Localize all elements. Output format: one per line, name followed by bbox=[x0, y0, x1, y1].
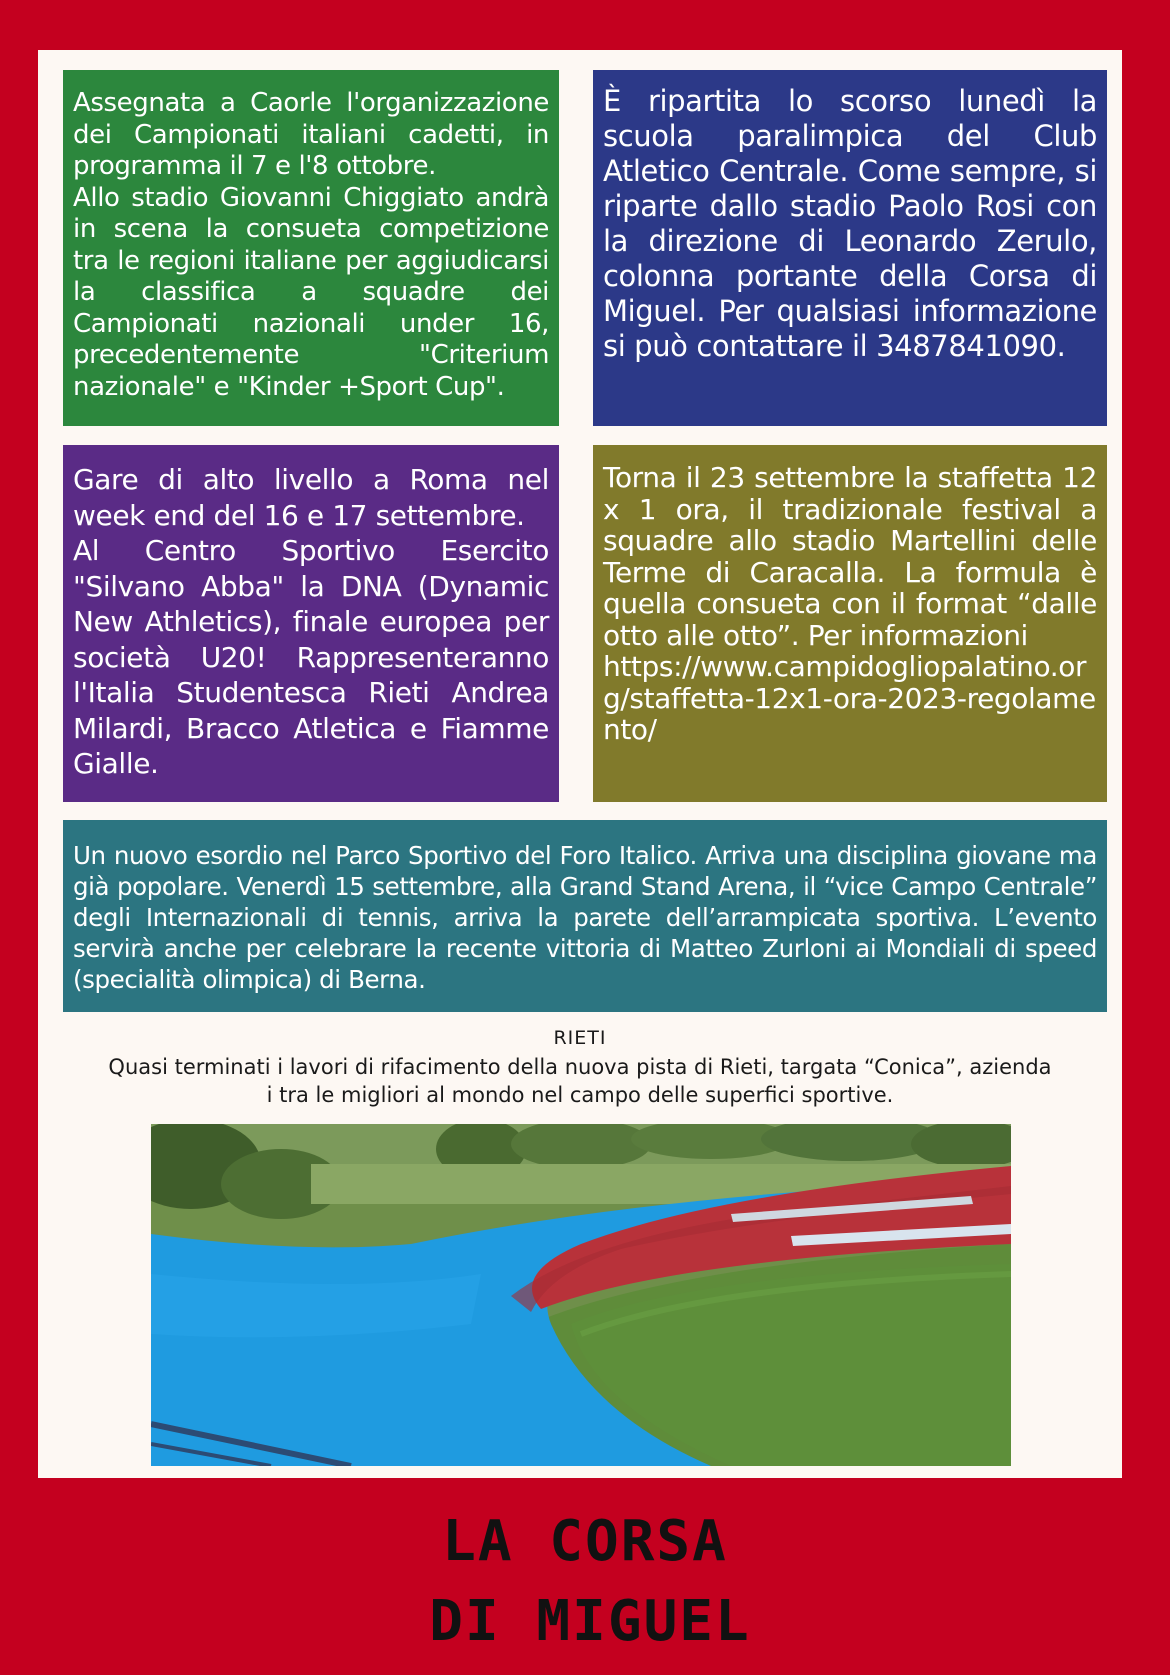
article-caorle bbox=[63, 70, 559, 426]
newsletter-page bbox=[38, 50, 1122, 1478]
article-staffetta-link[interactable]: https://www.campidogliopalatino.org/staffetta-12x1-ora-2023-regolamento/ bbox=[603, 650, 1096, 746]
la-corsa-di-miguel-logo bbox=[420, 1490, 750, 1665]
article-roma-paragraph-1: Gare di alto livello a Roma nel week end del 16 e 17 settembre. bbox=[73, 463, 549, 532]
logo-line-1: LA CORSA bbox=[442, 1509, 728, 1574]
track-photo bbox=[151, 1124, 1011, 1466]
article-staffetta bbox=[593, 445, 1107, 802]
rieti-caption: Quasi terminati i lavori di rifacimento della nuova pista di Rieti, targata “Conica”, azienda i tra le migliori al mondo nel campo delle superfici sportive. bbox=[108, 1055, 1052, 1107]
article-caorle-paragraph-2: Allo stadio Giovanni Chiggiato andrà in scena la consueta competizione tra le regioni italiane per aggiudicarsi la classifica a squadre dei Campionati nazionali under 16, precedentemente "Criterium nazionale" e "Kinder +Sport Cup". bbox=[73, 182, 549, 402]
article-roma-paragraph-2: Al Centro Sportivo Esercito "Silvano Abba" la DNA (Dynamic New Athletics), finale europea per società U20! Rappresenteranno l'Italia Studentesca Rieti Andrea Milardi, Bracco Atletica e Fiamme Gialle. bbox=[73, 534, 549, 780]
article-foro-italico-text: Un nuovo esordio nel Parco Sportivo del Foro Italico. Arriva una disciplina giovane ma già popolare. Venerdì 15 settembre, alla Grand Stand Arena, il “vice Campo Centrale” degli Internazionali di tennis, arriva la parete dell’arrampicata sportiva. L’evento servirà anche per celebrare la recente vittoria di Matteo Zurloni ai Mondiali di speed (specialità olimpica) di Berna. bbox=[73, 841, 1097, 994]
article-roma bbox=[63, 445, 559, 802]
article-paralimpica bbox=[593, 70, 1107, 426]
article-foro-italico bbox=[63, 820, 1107, 1012]
article-staffetta-text: Torna il 23 settembre la staffetta 12 x 1 ora, il tradizionale festival a squadre allo stadio Martellini delle Terme di Caracalla. La formula è quella consueta con il format “dalle otto alle otto”. Per informazioni bbox=[603, 461, 1097, 652]
rieti-title: RIETI bbox=[553, 1027, 607, 1049]
logo-line-2: DI MIGUEL bbox=[429, 1589, 750, 1654]
article-paralimpica-text: È ripartita lo scorso lunedì la scuola paralimpica del Club Atletico Centrale. Come sempre, si riparte dallo stadio Paolo Rosi con la direzione di Leonardo Zerulo, colonna portante della Corsa di Miguel. Per qualsiasi informazione si può contattare il 3487841090. bbox=[603, 84, 1097, 363]
article-caorle-paragraph-1: Assegnata a Caorle l'organizzazione dei Campionati italiani cadetti, in programma il 7 e l'8 ottobre. bbox=[73, 88, 549, 181]
